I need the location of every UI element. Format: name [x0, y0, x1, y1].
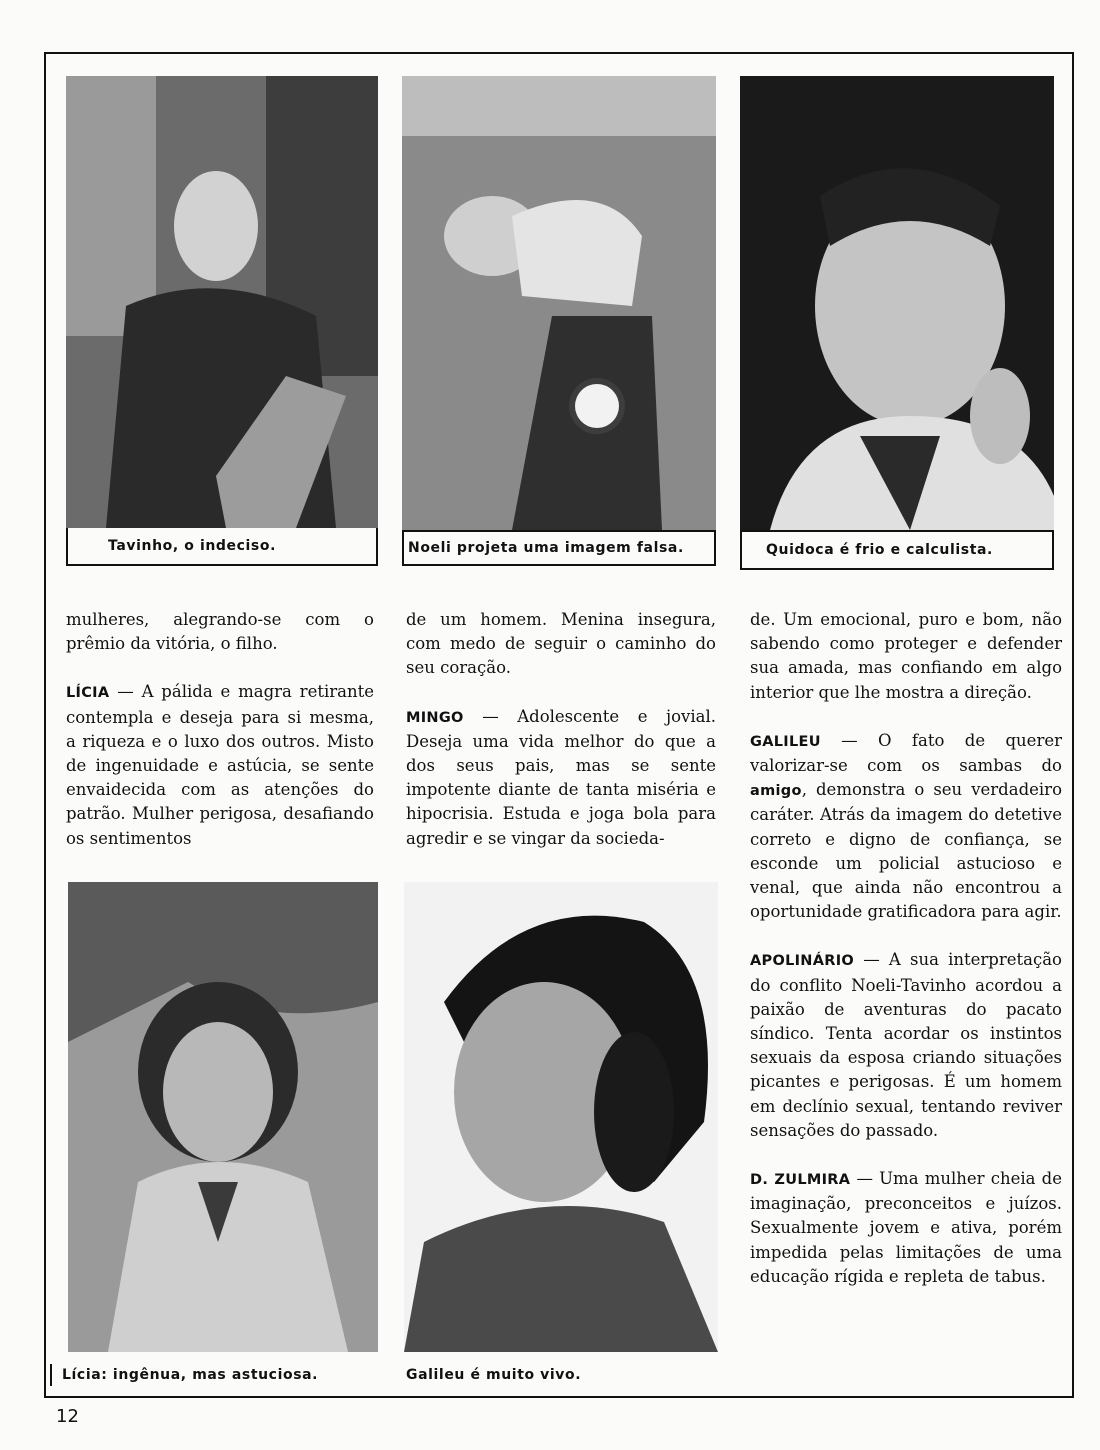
paragraph: mulheres, alegrando-se com o prêmio da vitória, o filho. [66, 610, 374, 654]
page-number: 12 [56, 1406, 79, 1427]
photo-noeli [402, 76, 716, 530]
name-mingo: MINGO [406, 709, 464, 726]
paragraph-apolinario [750, 948, 1062, 1143]
paragraph-text: — Adolescente e jovial. Deseja uma vida melhor do que a dos seus pais, mas se sente impotente diante de tanta miséria e hipocrisia. Estuda e joga bola para agredir e se vingar da socieda- [406, 706, 716, 848]
bottom-rule [44, 1396, 1074, 1398]
caption-noeli: Noeli projeta uma imagem falsa. [402, 530, 716, 566]
name-apolinario: APOLINÁRIO [750, 953, 855, 970]
paragraph-text: — Uma mulher cheia de imaginação, preconceitos e juízos. Sexualmente jovem e ativa, porém impedida pelas limitações de uma educação rígida e repleta de tabus. [750, 1169, 1062, 1286]
photo-licia [68, 882, 378, 1352]
text-column-1 [66, 608, 374, 875]
paragraph-galileu [750, 729, 1062, 925]
text-column-2 [406, 608, 716, 875]
text-column-3 [750, 608, 1062, 1313]
paragraph: de um homem. Menina insegura, com medo de seguir o caminho do seu coração. [406, 610, 716, 678]
caption-licia: Lícia: ingênua, mas astuciosa. [50, 1364, 380, 1386]
photo-galileu [404, 882, 718, 1352]
paragraph-mingo [406, 705, 716, 851]
paragraph-text: — A sua interpretação do conflito Noeli-Tavinho acordou a paixão de aventuras do pacato síndico. Tenta acordar os instintos sexuais da esposa criando situações picantes e perigosas. É um homem em declínio sexual, tentando reviver sensações do passado. [750, 950, 1062, 1140]
photo-quidoca [740, 76, 1054, 530]
emphasis-amigo: amigo [750, 783, 802, 800]
paragraph: de. Um emocional, puro e bom, não sabendo como proteger e defender sua amada, mas confiando em algo interior que lhe mostra a direção. [750, 610, 1062, 702]
name-galileu: GALILEU [750, 733, 821, 750]
name-zulmira: D. ZULMIRA [750, 1172, 851, 1189]
caption-galileu: Galileu é muito vivo. [406, 1367, 582, 1383]
photo-tavinho [66, 76, 378, 528]
paragraph-text: — A pálida e magra retirante contempla e deseja para si mesma, a riqueza e o luxo dos outros. Misto de ingenuidade e astúcia, se sente envaidecida com as atenções do patrão. Mulher perigosa, desafiando os sentimentos [66, 682, 374, 848]
paragraph-licia [66, 680, 374, 850]
caption-tavinho: Tavinho, o indeciso. [66, 528, 378, 566]
caption-quidoca: Quidoca é frio e calculista. [740, 530, 1054, 570]
name-licia: LÍCIA [66, 685, 110, 702]
paragraph-text: , demonstra o seu verdadeiro caráter. Atrás da imagem do detetive correto e digno de confiança, se esconde um policial astucioso e venal, que ainda não encontrou a oportunidade gratificadora para agir. [750, 780, 1062, 922]
paragraph-text: — O fato de querer valorizar-se com os sambas do [750, 730, 1062, 776]
paragraph-zulmira [750, 1167, 1062, 1289]
